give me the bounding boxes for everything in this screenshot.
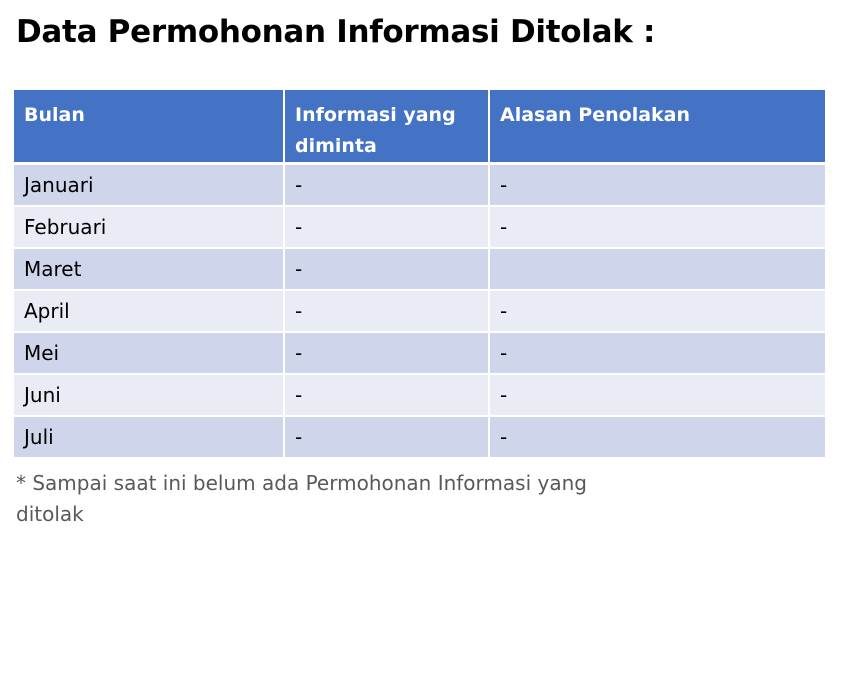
cell-alasan: -	[489, 164, 825, 206]
cell-bulan: April	[14, 290, 284, 332]
header-bulan: Bulan	[14, 90, 284, 164]
cell-alasan	[489, 248, 825, 290]
table-row	[14, 248, 825, 290]
cell-alasan: -	[489, 416, 825, 458]
table-row	[14, 416, 825, 458]
table-row	[14, 290, 825, 332]
table-row	[14, 374, 825, 416]
page-title: Data Permohonan Informasi Ditolak :	[16, 14, 656, 50]
cell-informasi: -	[284, 416, 489, 458]
cell-informasi: -	[284, 374, 489, 416]
header-informasi-yang-diminta: Informasi yang diminta	[284, 90, 489, 164]
table-row	[14, 332, 825, 374]
rejected-requests-table	[14, 90, 825, 459]
cell-bulan: Juli	[14, 416, 284, 458]
cell-alasan: -	[489, 290, 825, 332]
cell-informasi: -	[284, 164, 489, 206]
cell-alasan: -	[489, 374, 825, 416]
cell-bulan: Januari	[14, 164, 284, 206]
cell-informasi: -	[284, 248, 489, 290]
cell-alasan: -	[489, 332, 825, 374]
cell-bulan: Mei	[14, 332, 284, 374]
cell-alasan: -	[489, 206, 825, 248]
table-row	[14, 206, 825, 248]
table-header-row	[14, 90, 825, 164]
header-alasan-penolakan: Alasan Penolakan	[489, 90, 825, 164]
cell-bulan: Juni	[14, 374, 284, 416]
cell-bulan: Maret	[14, 248, 284, 290]
cell-informasi: -	[284, 206, 489, 248]
cell-informasi: -	[284, 290, 489, 332]
footnote: * Sampai saat ini belum ada Permohonan Informasi yang ditolak	[16, 471, 587, 526]
table-row	[14, 164, 825, 206]
cell-informasi: -	[284, 332, 489, 374]
cell-bulan: Februari	[14, 206, 284, 248]
